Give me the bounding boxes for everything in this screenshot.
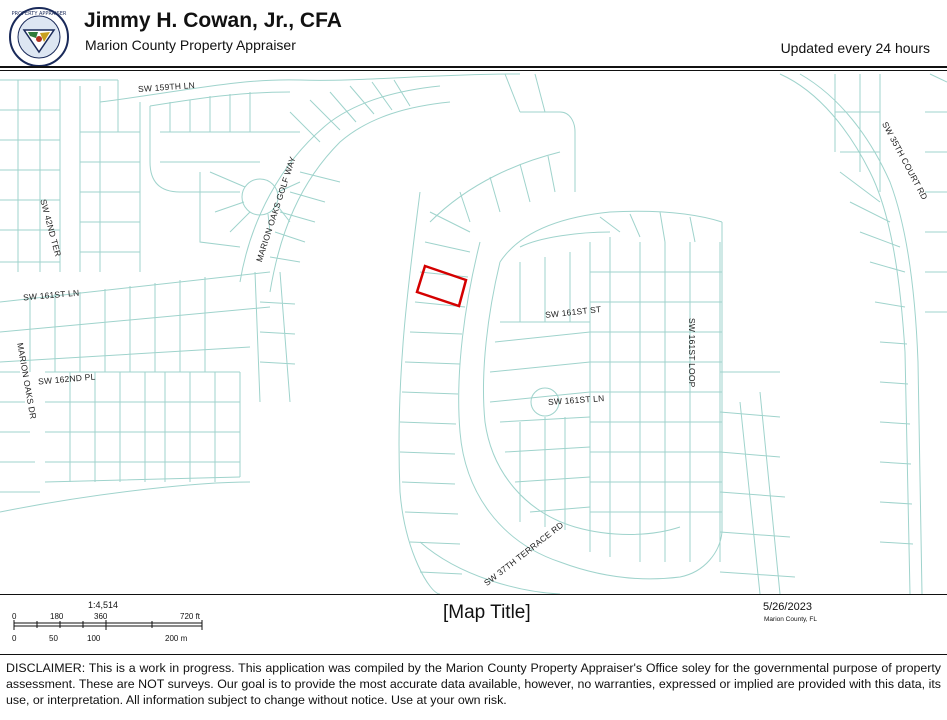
street-label: SW 161ST LN — [547, 393, 605, 407]
update-frequency: Updated every 24 hours — [780, 40, 930, 56]
street-label: SW 161ST LOOP — [687, 318, 697, 388]
scale-m-tick: 200 m — [165, 634, 188, 643]
parcel-lines — [0, 72, 947, 594]
scale-ft-tick: 360 — [94, 612, 108, 621]
map-title: [Map Title] — [443, 602, 531, 623]
street-label: MARION OAKS GOLF WAY — [254, 155, 298, 264]
street-label: SW 162ND PL — [37, 371, 96, 387]
street-label: SW 159TH LN — [137, 80, 196, 94]
scale-m-tick: 50 — [49, 634, 58, 643]
scale-bar-area — [0, 596, 947, 654]
svg-text:PROPERTY APPRAISER: PROPERTY APPRAISER — [11, 11, 67, 17]
selected-parcel[interactable] — [417, 266, 466, 306]
street-label: SW 42ND TER — [38, 198, 64, 258]
disclaimer-divider — [0, 654, 947, 655]
header — [0, 0, 947, 66]
scale-m-tick: 100 — [87, 634, 101, 643]
header-divider-thin — [0, 70, 947, 71]
scale-ft-tick: 180 — [50, 612, 64, 621]
parcel-map[interactable] — [0, 72, 947, 594]
scale-ratio: 1:4,514 — [88, 600, 119, 610]
street-label: SW 35TH COURT RD — [880, 120, 930, 202]
appraiser-name: Jimmy H. Cowan, Jr., CFA — [84, 9, 342, 32]
street-label: MARION OAKS DR — [15, 342, 39, 420]
street-label: SW 161ST LN — [22, 287, 80, 303]
property-appraiser-seal-icon — [8, 6, 70, 68]
scale-ft-tick: 720 ft — [180, 612, 201, 621]
map-bottom-divider — [0, 594, 947, 595]
map-date: 5/26/2023 — [763, 601, 812, 613]
office-name: Marion County Property Appraiser — [85, 37, 296, 53]
scale-m-tick: 0 — [12, 634, 17, 643]
scale-ft-tick: 0 — [12, 612, 17, 621]
map-county: Marion County, FL — [764, 616, 817, 623]
street-label: SW 161ST ST — [544, 304, 602, 320]
street-label: SW 37TH TERRACE RD — [482, 519, 566, 588]
scale-bar — [0, 596, 220, 654]
header-divider — [0, 66, 947, 68]
disclaimer-text: DISCLAIMER: This is a work in progress. This application was compiled by the Marion County Property Appraiser's Office soley for the governmental purpose of property assessment. These are NOT surveys. Our goal is to provide the most accurate data available, however, no warranties, expressed or implied are provided with this data, its use, or interpretation. All information subject to change without notice. Use at your own risk. — [6, 661, 941, 707]
